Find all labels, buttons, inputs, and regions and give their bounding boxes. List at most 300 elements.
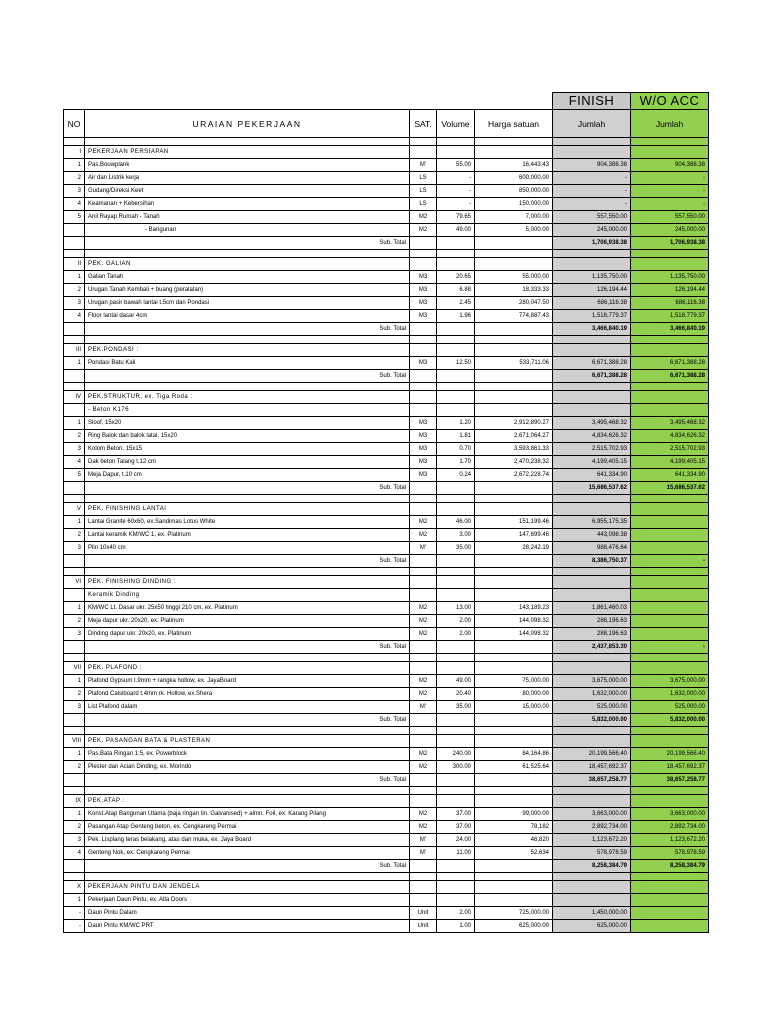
cell-j1[interactable]: 443,098.38: [553, 529, 631, 542]
cell-vol[interactable]: 6.88: [437, 284, 475, 297]
cell-vol[interactable]: 37.00: [437, 821, 475, 834]
cell-vol[interactable]: [437, 662, 475, 675]
cell-harga[interactable]: [475, 873, 553, 881]
cell-no[interactable]: VIII: [64, 735, 85, 748]
cell-j2[interactable]: [631, 662, 709, 675]
cell-sat[interactable]: [410, 237, 437, 250]
cell-no[interactable]: [64, 727, 85, 735]
cell-vol[interactable]: 35.00: [437, 542, 475, 555]
cell-sat[interactable]: M3: [410, 284, 437, 297]
cell-j2[interactable]: [631, 138, 709, 146]
cell-desc[interactable]: PEK. PASANGAN BATA & PLASTERAN: [85, 735, 410, 748]
cell-desc[interactable]: Meja Dapur, t.10 cm: [85, 469, 410, 482]
cell-no[interactable]: 1: [64, 271, 85, 284]
cell-desc[interactable]: Konst.Atap Bangunan Utama (baja ringan tin. Galvanised) + almn. Foil, ex. Karang Pilang: [85, 808, 410, 821]
cell-j1[interactable]: 6,955,175.35: [553, 516, 631, 529]
cell-sat[interactable]: M': [410, 542, 437, 555]
cell-no[interactable]: 2: [64, 615, 85, 628]
cell-no[interactable]: [64, 589, 85, 602]
cell-harga[interactable]: [475, 589, 553, 602]
cell-vol[interactable]: [437, 482, 475, 495]
cell-no[interactable]: [64, 787, 85, 795]
cell-no[interactable]: 1: [64, 159, 85, 172]
cell-no[interactable]: [64, 323, 85, 336]
cell-vol[interactable]: 20.65: [437, 271, 475, 284]
cell-harga[interactable]: [475, 894, 553, 907]
cell-sat[interactable]: M2: [410, 516, 437, 529]
cell-sat[interactable]: [410, 258, 437, 271]
cell-sat[interactable]: LS: [410, 185, 437, 198]
cell-desc[interactable]: PEKERJAAN PERSIAPAN: [85, 146, 410, 159]
cell-desc[interactable]: Sub. Total: [85, 237, 410, 250]
cell-sat[interactable]: M2: [410, 808, 437, 821]
cell-vol[interactable]: [437, 654, 475, 662]
cell-j2[interactable]: [631, 602, 709, 615]
cell-vol[interactable]: [437, 589, 475, 602]
cell-harga[interactable]: [475, 495, 553, 503]
cell-harga[interactable]: 78,182: [475, 821, 553, 834]
cell-desc[interactable]: Keramik Dinding: [85, 589, 410, 602]
cell-vol[interactable]: [437, 774, 475, 787]
cell-sat[interactable]: [410, 495, 437, 503]
cell-harga[interactable]: [475, 138, 553, 146]
cell-j2[interactable]: [631, 495, 709, 503]
cell-harga[interactable]: [475, 391, 553, 404]
cell-harga[interactable]: [475, 503, 553, 516]
cell-j1[interactable]: 3,466,840.19: [553, 323, 631, 336]
cell-sat[interactable]: [410, 662, 437, 675]
cell-sat[interactable]: M3: [410, 469, 437, 482]
cell-harga[interactable]: 5,000.00: [475, 224, 553, 237]
cell-j1[interactable]: [553, 894, 631, 907]
cell-vol[interactable]: [437, 860, 475, 873]
cell-sat[interactable]: [410, 774, 437, 787]
cell-j1[interactable]: [553, 391, 631, 404]
cell-no[interactable]: 3: [64, 443, 85, 456]
cell-j2[interactable]: -: [631, 198, 709, 211]
cell-sat[interactable]: M': [410, 834, 437, 847]
cell-desc[interactable]: Plafond Gypsum t.9mm + rangka hollow, ex. JayaBoard: [85, 675, 410, 688]
cell-vol[interactable]: [437, 258, 475, 271]
cell-sat[interactable]: Unit: [410, 907, 437, 920]
cell-j1[interactable]: [553, 787, 631, 795]
cell-desc[interactable]: PEK.ATAP :: [85, 795, 410, 808]
cell-vol[interactable]: 300.00: [437, 761, 475, 774]
cell-no[interactable]: -: [64, 920, 85, 933]
cell-no[interactable]: 1: [64, 602, 85, 615]
cell-j2[interactable]: [631, 735, 709, 748]
cell-harga[interactable]: 850,000.00: [475, 185, 553, 198]
cell-sat[interactable]: M2: [410, 628, 437, 641]
cell-harga[interactable]: 28,242.19: [475, 542, 553, 555]
cell-vol[interactable]: [437, 404, 475, 417]
cell-j2[interactable]: 1,135,750.00: [631, 271, 709, 284]
cell-j1[interactable]: 126,194.44: [553, 284, 631, 297]
cell-harga[interactable]: [475, 576, 553, 589]
cell-desc[interactable]: Pasangan Atap Genteng beton, ex. Cengkareng Permai: [85, 821, 410, 834]
cell-vol[interactable]: [437, 391, 475, 404]
cell-vol[interactable]: [437, 795, 475, 808]
cell-harga[interactable]: 151,199.46: [475, 516, 553, 529]
cell-j1[interactable]: [553, 146, 631, 159]
cell-harga[interactable]: [475, 250, 553, 258]
cell-desc[interactable]: PEK. GALIAN: [85, 258, 410, 271]
cell-desc[interactable]: Sub. Total: [85, 860, 410, 873]
cell-j1[interactable]: 20,199,566.40: [553, 748, 631, 761]
cell-desc[interactable]: [85, 495, 410, 503]
cell-j1[interactable]: [553, 654, 631, 662]
cell-vol[interactable]: -: [437, 185, 475, 198]
cell-j2[interactable]: 5,832,000.00: [631, 714, 709, 727]
cell-desc[interactable]: Sub. Total: [85, 370, 410, 383]
cell-j1[interactable]: 525,000.00: [553, 701, 631, 714]
cell-no[interactable]: [64, 482, 85, 495]
cell-no[interactable]: 4: [64, 198, 85, 211]
cell-j1[interactable]: [553, 344, 631, 357]
cell-j2[interactable]: -: [631, 185, 709, 198]
cell-j2[interactable]: [631, 881, 709, 894]
cell-j1[interactable]: [553, 727, 631, 735]
cell-desc[interactable]: Urugan Tanah Kembali + buang (peralatan): [85, 284, 410, 297]
cell-harga[interactable]: [475, 344, 553, 357]
cell-sat[interactable]: M': [410, 847, 437, 860]
cell-j2[interactable]: 15,686,537.62: [631, 482, 709, 495]
cell-no[interactable]: [64, 404, 85, 417]
cell-j1[interactable]: 8,386,750.37: [553, 555, 631, 568]
cell-no[interactable]: 1: [64, 675, 85, 688]
cell-j1[interactable]: -: [553, 172, 631, 185]
cell-j1[interactable]: 5,832,000.00: [553, 714, 631, 727]
cell-desc[interactable]: Pas.Bata Ringan 1:5, ex. Powerblock: [85, 748, 410, 761]
cell-vol[interactable]: 12.50: [437, 357, 475, 370]
cell-vol[interactable]: [437, 714, 475, 727]
cell-j2[interactable]: 6,671,388.28: [631, 357, 709, 370]
cell-harga[interactable]: [475, 336, 553, 344]
cell-harga[interactable]: 144,098.32: [475, 628, 553, 641]
cell-j2[interactable]: 3,675,000.00: [631, 675, 709, 688]
cell-harga[interactable]: [475, 795, 553, 808]
cell-sat[interactable]: [410, 881, 437, 894]
cell-vol[interactable]: 1.96: [437, 310, 475, 323]
cell-no[interactable]: X: [64, 881, 85, 894]
cell-no[interactable]: 2: [64, 430, 85, 443]
cell-vol[interactable]: [437, 336, 475, 344]
cell-sat[interactable]: [410, 482, 437, 495]
cell-desc[interactable]: Sub. Total: [85, 555, 410, 568]
cell-j1[interactable]: 2,515,702.93: [553, 443, 631, 456]
cell-harga[interactable]: [475, 146, 553, 159]
cell-no[interactable]: VI: [64, 576, 85, 589]
cell-j1[interactable]: 245,000.00: [553, 224, 631, 237]
cell-sat[interactable]: M2: [410, 529, 437, 542]
cell-harga[interactable]: 774,887.43: [475, 310, 553, 323]
cell-desc[interactable]: Sub. Total: [85, 482, 410, 495]
cell-no[interactable]: 3: [64, 628, 85, 641]
cell-desc[interactable]: Kolom Beton, 15x15: [85, 443, 410, 456]
cell-desc[interactable]: Sub. Total: [85, 641, 410, 654]
cell-no[interactable]: [64, 224, 85, 237]
cell-sat[interactable]: [410, 336, 437, 344]
cell-harga[interactable]: 99,000.00: [475, 808, 553, 821]
cell-j2[interactable]: 4,834,626.32: [631, 430, 709, 443]
cell-vol[interactable]: 1.00: [437, 920, 475, 933]
cell-desc[interactable]: [85, 336, 410, 344]
cell-vol[interactable]: [437, 576, 475, 589]
cell-sat[interactable]: M2: [410, 688, 437, 701]
cell-no[interactable]: 3: [64, 701, 85, 714]
cell-j1[interactable]: [553, 404, 631, 417]
cell-vol[interactable]: [437, 787, 475, 795]
cell-vol[interactable]: [437, 568, 475, 576]
cell-sat[interactable]: [410, 641, 437, 654]
cell-no[interactable]: 2: [64, 761, 85, 774]
cell-no[interactable]: 1: [64, 894, 85, 907]
cell-no[interactable]: [64, 774, 85, 787]
cell-j1[interactable]: [553, 336, 631, 344]
cell-desc[interactable]: Pondasi Batu Kali: [85, 357, 410, 370]
cell-vol[interactable]: [437, 237, 475, 250]
cell-j1[interactable]: [553, 795, 631, 808]
cell-vol[interactable]: 79.65: [437, 211, 475, 224]
cell-harga[interactable]: 75,000.00: [475, 675, 553, 688]
cell-j2[interactable]: [631, 615, 709, 628]
cell-sat[interactable]: [410, 714, 437, 727]
cell-harga[interactable]: 144,098.32: [475, 615, 553, 628]
cell-j1[interactable]: 2,892,734.00: [553, 821, 631, 834]
cell-harga[interactable]: 2,672,228.74: [475, 469, 553, 482]
cell-desc[interactable]: Plester dan Acian Dinding, ex. Morindo: [85, 761, 410, 774]
cell-sat[interactable]: [410, 735, 437, 748]
col-header-volume[interactable]: Volume: [437, 110, 475, 138]
cell-harga[interactable]: 3,593,861.33: [475, 443, 553, 456]
cell-vol[interactable]: [437, 881, 475, 894]
cell-vol[interactable]: [437, 894, 475, 907]
cell-no[interactable]: 5: [64, 469, 85, 482]
cell-desc[interactable]: [85, 250, 410, 258]
cell-j1[interactable]: [553, 495, 631, 503]
cell-desc[interactable]: PEK. FINISHING DINDING :: [85, 576, 410, 589]
cell-desc[interactable]: Dak beton Talang t.12 cm: [85, 456, 410, 469]
cell-sat[interactable]: M3: [410, 430, 437, 443]
cell-no[interactable]: [64, 237, 85, 250]
col-header-sat[interactable]: SAT.: [410, 110, 437, 138]
cell-j1[interactable]: 1,861,460.03: [553, 602, 631, 615]
cell-desc[interactable]: [85, 654, 410, 662]
cell-j2[interactable]: [631, 873, 709, 881]
cell-desc[interactable]: Pek. Lisplang teras belakang, atas dan muka, ex. Jaya Board: [85, 834, 410, 847]
cell-desc[interactable]: List Plafond dalam: [85, 701, 410, 714]
cell-j1[interactable]: [553, 503, 631, 516]
cell-harga[interactable]: 2,470,238.32: [475, 456, 553, 469]
cell-j1[interactable]: 686,116.38: [553, 297, 631, 310]
cell-sat[interactable]: M3: [410, 417, 437, 430]
cell-j1[interactable]: [553, 383, 631, 391]
cell-harga[interactable]: 15,000.00: [475, 701, 553, 714]
cell-j1[interactable]: 4,834,626.32: [553, 430, 631, 443]
cell-harga[interactable]: 150,000.00: [475, 198, 553, 211]
cell-sat[interactable]: [410, 589, 437, 602]
cell-j2[interactable]: 904,388.38: [631, 159, 709, 172]
cell-vol[interactable]: 11.00: [437, 847, 475, 860]
cell-j2[interactable]: -: [631, 641, 709, 654]
cell-harga[interactable]: [475, 735, 553, 748]
cell-desc[interactable]: Lantai keramik KM/WC 1, ex. Platinum: [85, 529, 410, 542]
cell-j1[interactable]: 1,135,750.00: [553, 271, 631, 284]
cell-harga[interactable]: [475, 237, 553, 250]
cell-harga[interactable]: 625,000.00: [475, 920, 553, 933]
cell-desc[interactable]: Pas.Bouwplank: [85, 159, 410, 172]
cell-no[interactable]: 2: [64, 821, 85, 834]
cell-sat[interactable]: M3: [410, 443, 437, 456]
cell-j2[interactable]: [631, 894, 709, 907]
cell-no[interactable]: [64, 495, 85, 503]
cell-no[interactable]: 4: [64, 310, 85, 323]
cell-sat[interactable]: Unit: [410, 920, 437, 933]
cell-no[interactable]: 2: [64, 284, 85, 297]
cell-vol[interactable]: [437, 370, 475, 383]
cell-sat[interactable]: [410, 146, 437, 159]
cell-desc[interactable]: Floor lantai dasar 4cm: [85, 310, 410, 323]
cell-desc[interactable]: Sub. Total: [85, 323, 410, 336]
cell-j1[interactable]: 1,632,000.00: [553, 688, 631, 701]
cell-desc[interactable]: Anil Rayap Rumah - Tanah: [85, 211, 410, 224]
cell-desc[interactable]: PEK.PONDASI :: [85, 344, 410, 357]
cell-sat[interactable]: [410, 404, 437, 417]
cell-sat[interactable]: M2: [410, 821, 437, 834]
cell-j2[interactable]: [631, 542, 709, 555]
cell-j2[interactable]: [631, 391, 709, 404]
cell-no[interactable]: [64, 336, 85, 344]
cell-vol[interactable]: [437, 146, 475, 159]
cell-j1[interactable]: 1,123,672.20: [553, 834, 631, 847]
cell-j1[interactable]: [553, 881, 631, 894]
cell-vol[interactable]: 46.00: [437, 516, 475, 529]
cell-no[interactable]: [64, 138, 85, 146]
cell-vol[interactable]: 35.00: [437, 701, 475, 714]
cell-no[interactable]: 3: [64, 542, 85, 555]
cell-vol[interactable]: 2.45: [437, 297, 475, 310]
cell-j2[interactable]: 6,671,388.28: [631, 370, 709, 383]
cell-sat[interactable]: [410, 250, 437, 258]
cell-j1[interactable]: 557,550.00: [553, 211, 631, 224]
cell-j2[interactable]: [631, 920, 709, 933]
cell-harga[interactable]: 533,711.06: [475, 357, 553, 370]
cell-vol[interactable]: [437, 495, 475, 503]
cell-sat[interactable]: [410, 383, 437, 391]
cell-desc[interactable]: Galian Tanah: [85, 271, 410, 284]
cell-j2[interactable]: [631, 258, 709, 271]
cell-no[interactable]: -: [64, 907, 85, 920]
cell-desc[interactable]: Gudang/Direksi Keet: [85, 185, 410, 198]
cell-no[interactable]: 1: [64, 417, 85, 430]
cell-no[interactable]: 3: [64, 185, 85, 198]
cell-harga[interactable]: [475, 568, 553, 576]
cell-j1[interactable]: 3,495,468.32: [553, 417, 631, 430]
cell-j2[interactable]: [631, 589, 709, 602]
cell-harga[interactable]: [475, 727, 553, 735]
cell-harga[interactable]: 147,699.46: [475, 529, 553, 542]
cell-sat[interactable]: [410, 576, 437, 589]
cell-j2[interactable]: [631, 727, 709, 735]
cell-desc[interactable]: Plafond Calsiboard t.4mm rk. Hollow, ex.Shera: [85, 688, 410, 701]
cell-harga[interactable]: [475, 555, 553, 568]
cell-vol[interactable]: [437, 138, 475, 146]
cell-j1[interactable]: 15,686,537.62: [553, 482, 631, 495]
cell-sat[interactable]: [410, 344, 437, 357]
cell-no[interactable]: 4: [64, 456, 85, 469]
cell-no[interactable]: [64, 873, 85, 881]
cell-no[interactable]: 3: [64, 297, 85, 310]
cell-vol[interactable]: [437, 727, 475, 735]
cell-j1[interactable]: 1,450,000.00: [553, 907, 631, 920]
cell-desc[interactable]: Sub. Total: [85, 774, 410, 787]
cell-j1[interactable]: 1,706,938.38: [553, 237, 631, 250]
cell-j2[interactable]: 245,000.00: [631, 224, 709, 237]
cell-sat[interactable]: M2: [410, 224, 437, 237]
cell-sat[interactable]: [410, 503, 437, 516]
cell-harga[interactable]: [475, 774, 553, 787]
cell-no[interactable]: [64, 250, 85, 258]
cell-j2[interactable]: [631, 146, 709, 159]
col-header-jumlah-finish[interactable]: Jumlah: [553, 110, 631, 138]
cell-no[interactable]: 2: [64, 529, 85, 542]
woacc-header[interactable]: W/O ACC: [631, 93, 709, 110]
cell-desc[interactable]: Genteng Nok, ex. Cengkareng Permai: [85, 847, 410, 860]
cell-sat[interactable]: [410, 370, 437, 383]
cell-j1[interactable]: 38,657,258.77: [553, 774, 631, 787]
cell-j1[interactable]: 18,457,692.37: [553, 761, 631, 774]
cell-desc[interactable]: Sloof, 15x20: [85, 417, 410, 430]
cell-harga[interactable]: [475, 370, 553, 383]
cell-vol[interactable]: 37.00: [437, 808, 475, 821]
cell-no[interactable]: [64, 568, 85, 576]
cell-vol[interactable]: [437, 383, 475, 391]
cell-j2[interactable]: 578,978.59: [631, 847, 709, 860]
cell-harga[interactable]: 52,634: [475, 847, 553, 860]
cell-desc[interactable]: Keamanan + Kebersihan: [85, 198, 410, 211]
cell-desc[interactable]: PEK. PLAFOND :: [85, 662, 410, 675]
finish-header[interactable]: FINISH: [553, 93, 631, 110]
cell-j1[interactable]: 4,199,405.15: [553, 456, 631, 469]
cell-sat[interactable]: [410, 323, 437, 336]
cell-no[interactable]: 1: [64, 748, 85, 761]
cell-j2[interactable]: [631, 344, 709, 357]
cell-vol[interactable]: [437, 555, 475, 568]
cell-harga[interactable]: [475, 662, 553, 675]
cell-vol[interactable]: 24.00: [437, 834, 475, 847]
cell-no[interactable]: I: [64, 146, 85, 159]
cell-harga[interactable]: 143,189.23: [475, 602, 553, 615]
cell-harga[interactable]: [475, 383, 553, 391]
cell-j2[interactable]: 641,334.90: [631, 469, 709, 482]
cell-j1[interactable]: [553, 258, 631, 271]
cell-sat[interactable]: M3: [410, 357, 437, 370]
cell-no[interactable]: [64, 555, 85, 568]
cell-desc[interactable]: - Bangunan: [85, 224, 410, 237]
cell-j2[interactable]: [631, 654, 709, 662]
cell-j2[interactable]: -: [631, 172, 709, 185]
cell-vol[interactable]: -: [437, 198, 475, 211]
cell-vol[interactable]: 3.00: [437, 529, 475, 542]
cell-harga[interactable]: [475, 641, 553, 654]
col-header-harga[interactable]: Harga satuan: [475, 110, 553, 138]
cell-harga[interactable]: 2,912,890.27: [475, 417, 553, 430]
cell-j2[interactable]: -: [631, 555, 709, 568]
cell-sat[interactable]: M3: [410, 456, 437, 469]
cell-j1[interactable]: [553, 735, 631, 748]
cell-j1[interactable]: 3,663,000.00: [553, 808, 631, 821]
cell-vol[interactable]: 49.00: [437, 224, 475, 237]
